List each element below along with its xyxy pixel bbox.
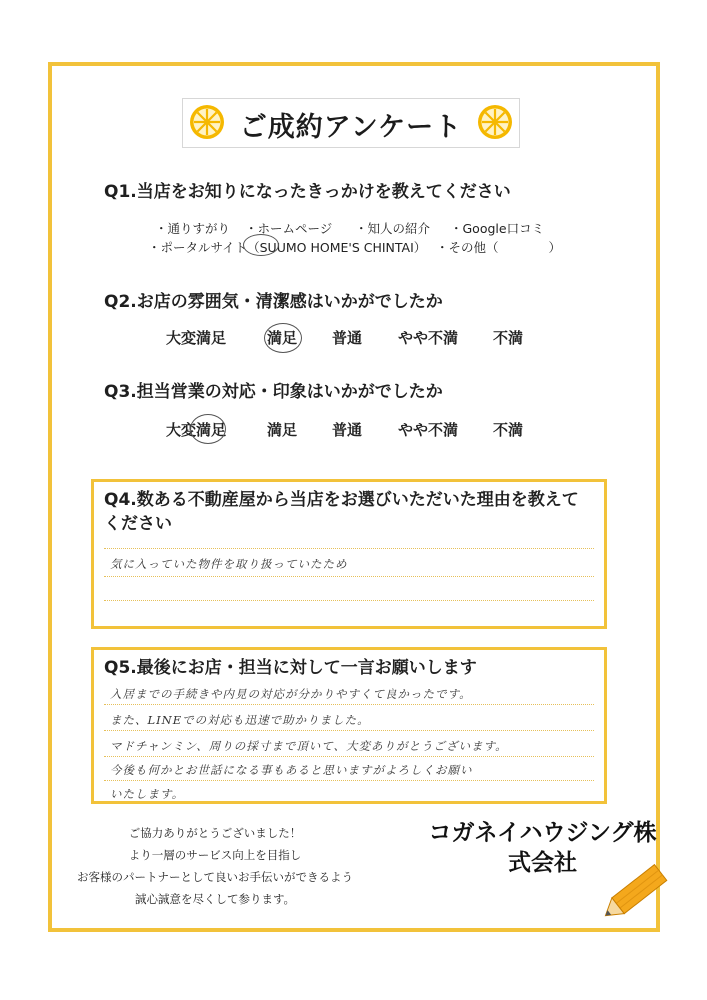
selected-circle-mark xyxy=(190,414,226,444)
q5-answer-line: 入居までの手続きや内見の対応が分かりやすくて良かったです。 xyxy=(110,687,472,701)
q2-choice: やや不満 xyxy=(398,329,459,347)
company-name-line: コガネイハウジング株 xyxy=(428,820,657,846)
q1-option: ・ホームページ xyxy=(245,221,333,236)
thanks-line: より一層のサービス向上を目指し xyxy=(128,848,302,862)
q4-answer-line: 気に入っていた物件を取り扱っていたため xyxy=(110,557,348,571)
q1-option: ・通りすがり xyxy=(155,221,231,236)
answer-rule xyxy=(104,780,594,781)
answer-rule xyxy=(104,704,594,705)
thanks-line: ご協力ありがとうございました！ xyxy=(128,826,302,840)
answer-rule xyxy=(104,730,594,731)
thanks-line: お客様のパートナーとして良いお手伝いができるよう xyxy=(77,870,353,884)
q3-question: Q3.担当営業の対応・印象はいかがでしたか xyxy=(104,382,443,402)
lemon-slice-icon xyxy=(189,104,225,140)
page-title: ご成約アンケート xyxy=(239,112,463,143)
answer-rule xyxy=(104,600,594,601)
q5-answer-line: いたします。 xyxy=(110,787,185,801)
selected-circle-mark xyxy=(264,323,302,353)
q3-choice: 大変満足 xyxy=(166,421,227,439)
q3-choice: 満足 xyxy=(267,421,298,439)
q2-choice: 普通 xyxy=(332,329,363,347)
q2-choice: 満足 xyxy=(267,329,298,347)
handwritten-circle-mark xyxy=(243,234,279,256)
q5-answer-line: また、LINEでの対応も迅速で助かりました。 xyxy=(110,713,370,727)
pencil-icon xyxy=(596,858,676,928)
title-banner xyxy=(182,98,520,148)
q5-answer-box xyxy=(91,647,607,804)
q5-question: Q5.最後にお店・担当に対して一言お願いします xyxy=(104,658,477,678)
q3-choice: 不満 xyxy=(493,421,524,439)
thanks-line: 誠心誠意を尽くして参ります。 xyxy=(134,892,296,906)
answer-rule xyxy=(104,548,594,549)
q3-choice: 普通 xyxy=(332,421,363,439)
company-name-line: 式会社 xyxy=(508,850,577,876)
q3-choice: やや不満 xyxy=(398,421,459,439)
q1-question: Q1.当店をお知りになったきっかけを教えてください xyxy=(104,182,511,202)
q1-option: ・ポータルサイト（SUUMO HOME'S CHINTAI） xyxy=(148,240,427,255)
answer-rule xyxy=(104,576,594,577)
q1-option: ・Google口コミ xyxy=(450,221,545,236)
q1-option: ・知人の紹介 xyxy=(355,221,431,236)
q4-question: Q4.数ある不動産屋から当店をお選びいただいた理由を教えてください xyxy=(104,490,579,534)
lemon-slice-icon xyxy=(477,104,513,140)
q5-answer-line: 今後も何かとお世話になる事もあると思いますがよろしくお願い xyxy=(110,763,473,777)
q2-question: Q2.お店の雰囲気・清潔感はいかがでしたか xyxy=(104,292,443,312)
q5-answer-line: マドチャンミン、周りの採寸まで頂いて、大変ありがとうございます。 xyxy=(110,739,508,753)
q1-option: ・その他（ ） xyxy=(436,240,562,255)
q2-choice: 大変満足 xyxy=(166,329,227,347)
answer-rule xyxy=(104,756,594,757)
q4-answer-box xyxy=(91,479,607,629)
q2-choice: 不満 xyxy=(493,329,524,347)
